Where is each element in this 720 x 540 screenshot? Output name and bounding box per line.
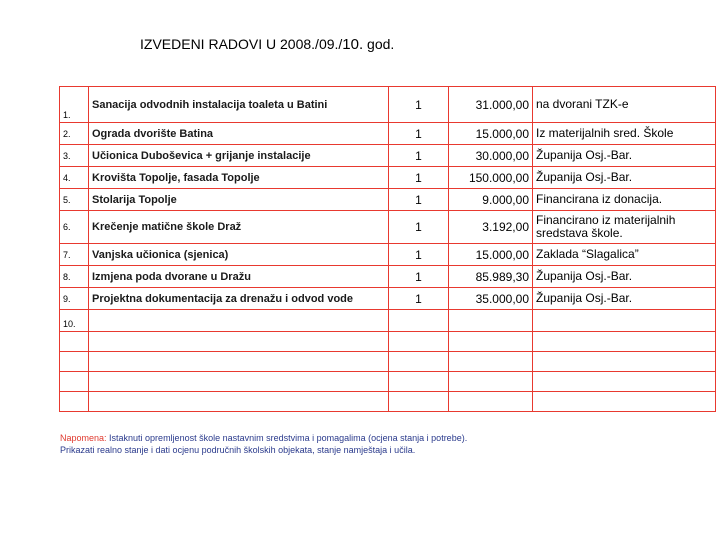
row-description: Stolarija Topolje bbox=[89, 189, 389, 211]
row-amount: 9.000,00 bbox=[449, 189, 533, 211]
row-description bbox=[89, 332, 389, 352]
row-number: 8. bbox=[60, 266, 89, 288]
table-row bbox=[60, 372, 716, 392]
row-note: Financirana iz donacija. bbox=[533, 189, 716, 211]
row-number: 2. bbox=[60, 123, 89, 145]
table-row bbox=[60, 288, 716, 310]
row-description: Izmjena poda dvorane u Dražu bbox=[89, 266, 389, 288]
row-note: na dvorani TZK-e bbox=[533, 87, 716, 123]
footnote-line-2: Prikazati realno stanje i dati ocjenu područnih školskih objekata, stanje namještaja i učila. bbox=[60, 445, 416, 455]
row-note bbox=[533, 392, 716, 412]
table-row bbox=[60, 145, 716, 167]
row-note bbox=[533, 332, 716, 352]
row-description: Projektna dokumentacija za drenažu i odvod vode bbox=[89, 288, 389, 310]
table-row bbox=[60, 266, 716, 288]
page-title bbox=[140, 36, 394, 53]
row-description: Ograda dvorište Batina bbox=[89, 123, 389, 145]
table-row bbox=[60, 211, 716, 244]
table-row bbox=[60, 189, 716, 211]
row-number bbox=[60, 352, 89, 372]
row-quantity bbox=[389, 352, 449, 372]
table-row bbox=[60, 332, 716, 352]
row-number bbox=[60, 332, 89, 352]
row-quantity: 1 bbox=[389, 167, 449, 189]
row-number: 4. bbox=[60, 167, 89, 189]
row-quantity bbox=[389, 310, 449, 332]
row-number: 3. bbox=[60, 145, 89, 167]
row-quantity: 1 bbox=[389, 87, 449, 123]
row-quantity: 1 bbox=[389, 288, 449, 310]
row-quantity bbox=[389, 392, 449, 412]
row-note: Županija Osj.-Bar. bbox=[533, 145, 716, 167]
row-amount: 30.000,00 bbox=[449, 145, 533, 167]
table-row bbox=[60, 87, 716, 123]
table-row bbox=[60, 392, 716, 412]
row-amount bbox=[449, 310, 533, 332]
footnote-text-1: Istaknuti opremljenost škole nastavnim sredstvima i pomagalima (ocjena stanja i potrebe). bbox=[106, 433, 468, 443]
row-quantity: 1 bbox=[389, 189, 449, 211]
row-amount bbox=[449, 332, 533, 352]
row-amount: 31.000,00 bbox=[449, 87, 533, 123]
row-amount: 150.000,00 bbox=[449, 167, 533, 189]
row-description: Krečenje matične škole Draž bbox=[89, 211, 389, 244]
row-quantity bbox=[389, 372, 449, 392]
row-note: Županija Osj.-Bar. bbox=[533, 266, 716, 288]
row-number: 10. bbox=[60, 310, 89, 332]
works-table-body bbox=[60, 87, 716, 412]
row-note: Zaklada “Slagalica” bbox=[533, 244, 716, 266]
row-amount: 35.000,00 bbox=[449, 288, 533, 310]
row-description: Vanjska učionica (sjenica) bbox=[89, 244, 389, 266]
row-description: Krovišta Topolje, fasada Topolje bbox=[89, 167, 389, 189]
row-amount: 15.000,00 bbox=[449, 123, 533, 145]
footnote bbox=[60, 432, 467, 456]
row-number: 9. bbox=[60, 288, 89, 310]
row-amount bbox=[449, 372, 533, 392]
footnote-label: Napomena: bbox=[60, 433, 107, 443]
row-number: 1. bbox=[60, 87, 89, 123]
row-note bbox=[533, 352, 716, 372]
row-number bbox=[60, 392, 89, 412]
table-row bbox=[60, 123, 716, 145]
row-amount: 3.192,00 bbox=[449, 211, 533, 244]
row-number: 6. bbox=[60, 211, 89, 244]
table-row bbox=[60, 352, 716, 372]
row-quantity: 1 bbox=[389, 211, 449, 244]
row-description: Učionica Duboševica + grijanje instalacije bbox=[89, 145, 389, 167]
row-note: Županija Osj.-Bar. bbox=[533, 288, 716, 310]
row-number: 7. bbox=[60, 244, 89, 266]
row-amount: 85.989,30 bbox=[449, 266, 533, 288]
row-amount: 15.000,00 bbox=[449, 244, 533, 266]
row-note bbox=[533, 310, 716, 332]
row-note bbox=[533, 372, 716, 392]
row-number bbox=[60, 372, 89, 392]
row-note: Županija Osj.-Bar. bbox=[533, 167, 716, 189]
row-description bbox=[89, 372, 389, 392]
row-note: Iz materijalnih sred. Škole bbox=[533, 123, 716, 145]
row-description: Sanacija odvodnih instalacija toaleta u Batini bbox=[89, 87, 389, 123]
title-main: IZVEDENI RADOVI U 2008./09./ bbox=[140, 36, 343, 52]
row-quantity: 1 bbox=[389, 123, 449, 145]
row-description bbox=[89, 352, 389, 372]
title-year: 10. bbox=[342, 36, 364, 53]
row-quantity: 1 bbox=[389, 145, 449, 167]
title-suffix: god. bbox=[363, 36, 395, 52]
row-note: Financirano iz materijalnih sredstava škole. bbox=[533, 211, 716, 244]
table-row bbox=[60, 244, 716, 266]
table-row bbox=[60, 310, 716, 332]
row-quantity bbox=[389, 332, 449, 352]
row-amount bbox=[449, 352, 533, 372]
footnote-line-1 bbox=[60, 432, 467, 444]
row-number: 5. bbox=[60, 189, 89, 211]
row-quantity: 1 bbox=[389, 244, 449, 266]
table-row bbox=[60, 167, 716, 189]
works-table bbox=[59, 86, 716, 412]
row-description bbox=[89, 310, 389, 332]
row-description bbox=[89, 392, 389, 412]
row-quantity: 1 bbox=[389, 266, 449, 288]
row-amount bbox=[449, 392, 533, 412]
